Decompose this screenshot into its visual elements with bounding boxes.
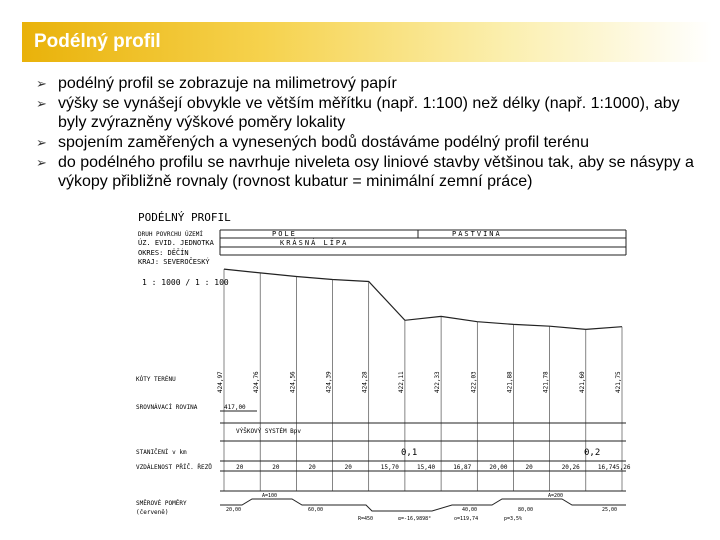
region-label: KRAJ: SEVEROČESKÝ	[138, 258, 210, 266]
terrain-elevation-label: 424,28	[361, 371, 369, 393]
terrain-elevation-label: 422,33	[434, 371, 442, 393]
distance-value: 15,40	[417, 464, 436, 471]
arrow-bullet-icon: ➢	[36, 76, 47, 91]
bottom-station: 60,00	[308, 507, 324, 513]
bullet-item	[36, 153, 706, 191]
terrain-elevation-label: 424,76	[253, 371, 261, 393]
distance-value: 20,26	[561, 464, 580, 471]
terrain-elevation-label: 424,97	[217, 371, 224, 393]
bullet-text: spojením zaměřených a vynesených bodů dostáváme podélný profil terénu	[58, 134, 589, 151]
row-label-cadastre: ÚZ. EVID. JEDNOTKA	[138, 239, 214, 247]
bullet-text: podélný profil se zobrazuje na milimetrový papír	[58, 75, 397, 92]
terrain-elevations-label: KÓTY TERÉNU	[136, 376, 176, 383]
bottom-station: 20,00	[226, 507, 242, 513]
distance-value: 16,74	[597, 464, 616, 471]
distance-value: 20	[308, 464, 316, 471]
title-bar	[22, 22, 712, 62]
distance-value: 5,26	[616, 464, 631, 471]
page-title: Podélný profil	[34, 31, 161, 52]
distance-value: 20,00	[489, 464, 508, 471]
bottom-station: 80,00	[518, 507, 534, 513]
cadastre-name: KRÁSNÁ LÍPA	[280, 239, 349, 247]
datum-value: 417,00	[224, 404, 246, 411]
terrain-elevation-label: 424,39	[325, 371, 333, 393]
terrain-elevation-label: 422,03	[470, 371, 478, 393]
land-use-pole: POLE	[272, 230, 297, 238]
bullet-item	[36, 133, 706, 152]
distance-value: 15,70	[380, 464, 399, 471]
longitudinal-profile-drawing	[132, 205, 632, 540]
terrain-elevation-label: 421,88	[506, 371, 514, 393]
land-use-pastvina: PASTVINA	[452, 230, 502, 238]
district-label: OKRES: DĚČÍN	[138, 249, 189, 257]
distance-value: 20	[272, 464, 280, 471]
bottom-station: 40,00	[462, 507, 478, 513]
terrain-elevation-label: 424,56	[289, 371, 297, 393]
curve-param: o=119,74	[454, 516, 479, 522]
distance-value: 16,87	[453, 464, 472, 471]
scale-label: 1 : 1000 / 1 : 100	[142, 278, 229, 287]
terrain-elevation-label: 422,11	[397, 371, 405, 393]
arrow-bullet-icon: ➢	[36, 96, 47, 111]
distance-value: 20	[344, 464, 352, 471]
bullet-text: do podélného profilu se navrhuje niveleta osy liniové stavby většinou tak, aby se násypy a výkopy přibližně rovnaly (rovnost kubatur = minimální zemní práce)	[58, 154, 694, 190]
bullet-item	[36, 74, 706, 93]
stationing-mark: 0,1	[401, 448, 418, 458]
curve-param: R=450	[358, 516, 374, 522]
stationing-label: STANIČENÍ v km	[136, 449, 187, 456]
terrain-elevation-label: 421,75	[615, 371, 622, 393]
height-system-label: VÝŠKOVÝ SYSTÉM Bpv	[236, 428, 302, 435]
stationing-mark: 0,2	[584, 448, 601, 458]
alignment-sub-label: (červeně)	[136, 509, 169, 516]
distance-value: 20	[236, 464, 244, 471]
bullet-item	[36, 94, 706, 132]
curve-param: α=-16,9898°	[398, 516, 432, 522]
bottom-station: 25,00	[602, 507, 618, 513]
distance-label: VZDÁLENOST PŘÍČ. ŘEZŮ	[136, 464, 212, 471]
arrow-bullet-icon: ➢	[36, 135, 47, 150]
terrain-elevation-label: 421,78	[542, 371, 550, 393]
row-label-land-use: DRUH POVRCHU ÚZEMÍ	[138, 231, 204, 238]
curve-param: A=200	[548, 493, 564, 499]
curve-param: A=100	[262, 493, 278, 499]
drawing-heading: PODÉLNÝ PROFIL	[138, 211, 231, 224]
bullet-list	[36, 74, 706, 192]
datum-label: SROVNÁVACÍ ROVINA	[136, 404, 198, 411]
arrow-bullet-icon: ➢	[36, 155, 47, 170]
bullet-text: výšky se vynášejí obvykle ve větším měřítku (např. 1:100) než délky (např. 1:1000), aby byly zvýrazněny výškové poměry lokality	[58, 95, 680, 131]
terrain-elevation-label: 421,60	[578, 371, 586, 393]
alignment-label: SMĚROVÉ POMĚRY	[136, 500, 187, 507]
distance-value: 20	[525, 464, 533, 471]
curve-param: p=3,5%	[504, 516, 523, 522]
